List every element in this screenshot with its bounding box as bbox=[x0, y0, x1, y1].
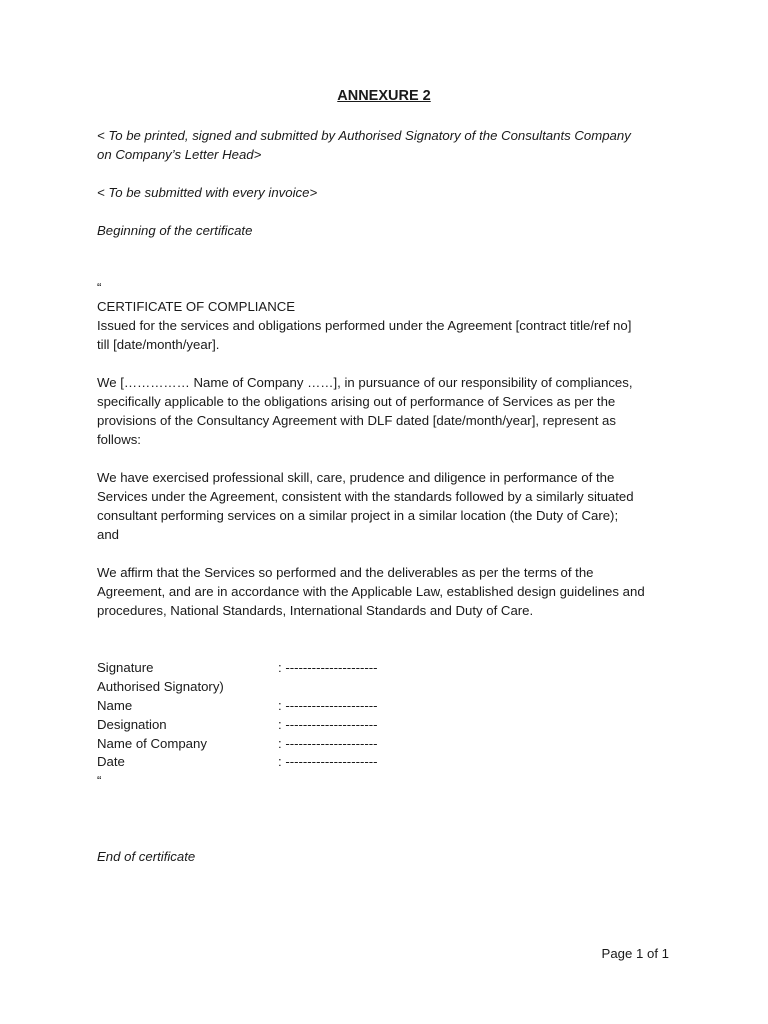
close-quote: “ bbox=[97, 773, 102, 788]
company-name-label: Name of Company bbox=[97, 736, 207, 751]
signature-field: : --------------------- bbox=[278, 660, 378, 675]
issued-line-2: till [date/month/year]. bbox=[97, 337, 220, 352]
issued-line-1: Issued for the services and obligations performed under the Agreement [contract title/ref no] bbox=[97, 318, 632, 333]
paragraph-2-line: Services under the Agreement, consistent with the standards followed by a similarly situated bbox=[97, 489, 634, 504]
instruction-line-2: on Company’s Letter Head> bbox=[97, 147, 262, 162]
name-label: Name bbox=[97, 698, 133, 713]
paragraph-3-line: procedures, National Standards, International Standards and Duty of Care. bbox=[97, 603, 534, 618]
date-label: Date bbox=[97, 754, 125, 769]
certificate-beginning-note: Beginning of the certificate bbox=[97, 223, 253, 238]
paragraph-1-line: We […………… Name of Company ……], in pursuance of our responsibility of compliances, bbox=[97, 375, 633, 390]
paragraph-3-line: We affirm that the Services so performed and the deliverables as per the terms of the bbox=[97, 565, 594, 580]
paragraph-2-line: We have exercised professional skill, care, prudence and diligence in performance of the bbox=[97, 470, 615, 485]
paragraph-2-line: consultant performing services on a similar project in a similar location (the Duty of Care); bbox=[97, 508, 619, 523]
paragraph-1-line: provisions of the Consultancy Agreement with DLF dated [date/month/year], represent as bbox=[97, 413, 616, 428]
signature-label: Signature bbox=[97, 660, 154, 675]
page-title: ANNEXURE 2 bbox=[337, 88, 431, 104]
paragraph-3-line: Agreement, and are in accordance with the Applicable Law, established design guidelines and bbox=[97, 584, 645, 599]
paragraph-1-line: follows: bbox=[97, 432, 141, 447]
certificate-heading: CERTIFICATE OF COMPLIANCE bbox=[97, 299, 296, 314]
authorised-signatory-label: Authorised Signatory) bbox=[97, 679, 224, 694]
name-field: : --------------------- bbox=[278, 698, 378, 713]
designation-label: Designation bbox=[97, 717, 167, 732]
designation-field: : --------------------- bbox=[278, 717, 378, 732]
paragraph-2-line: and bbox=[97, 527, 120, 542]
page-number: Page 1 of 1 bbox=[601, 946, 669, 961]
date-field: : --------------------- bbox=[278, 754, 378, 769]
company-name-field: : --------------------- bbox=[278, 736, 378, 751]
instruction-line-1: < To be printed, signed and submitted by Authorised Signatory of the Consultants Company bbox=[97, 128, 631, 143]
submit-note: < To be submitted with every invoice> bbox=[97, 185, 318, 200]
paragraph-1-line: specifically applicable to the obligations arising out of performance of Services as per the bbox=[97, 394, 616, 409]
certificate-end-note: End of certificate bbox=[97, 849, 196, 864]
open-quote: “ bbox=[97, 280, 102, 295]
